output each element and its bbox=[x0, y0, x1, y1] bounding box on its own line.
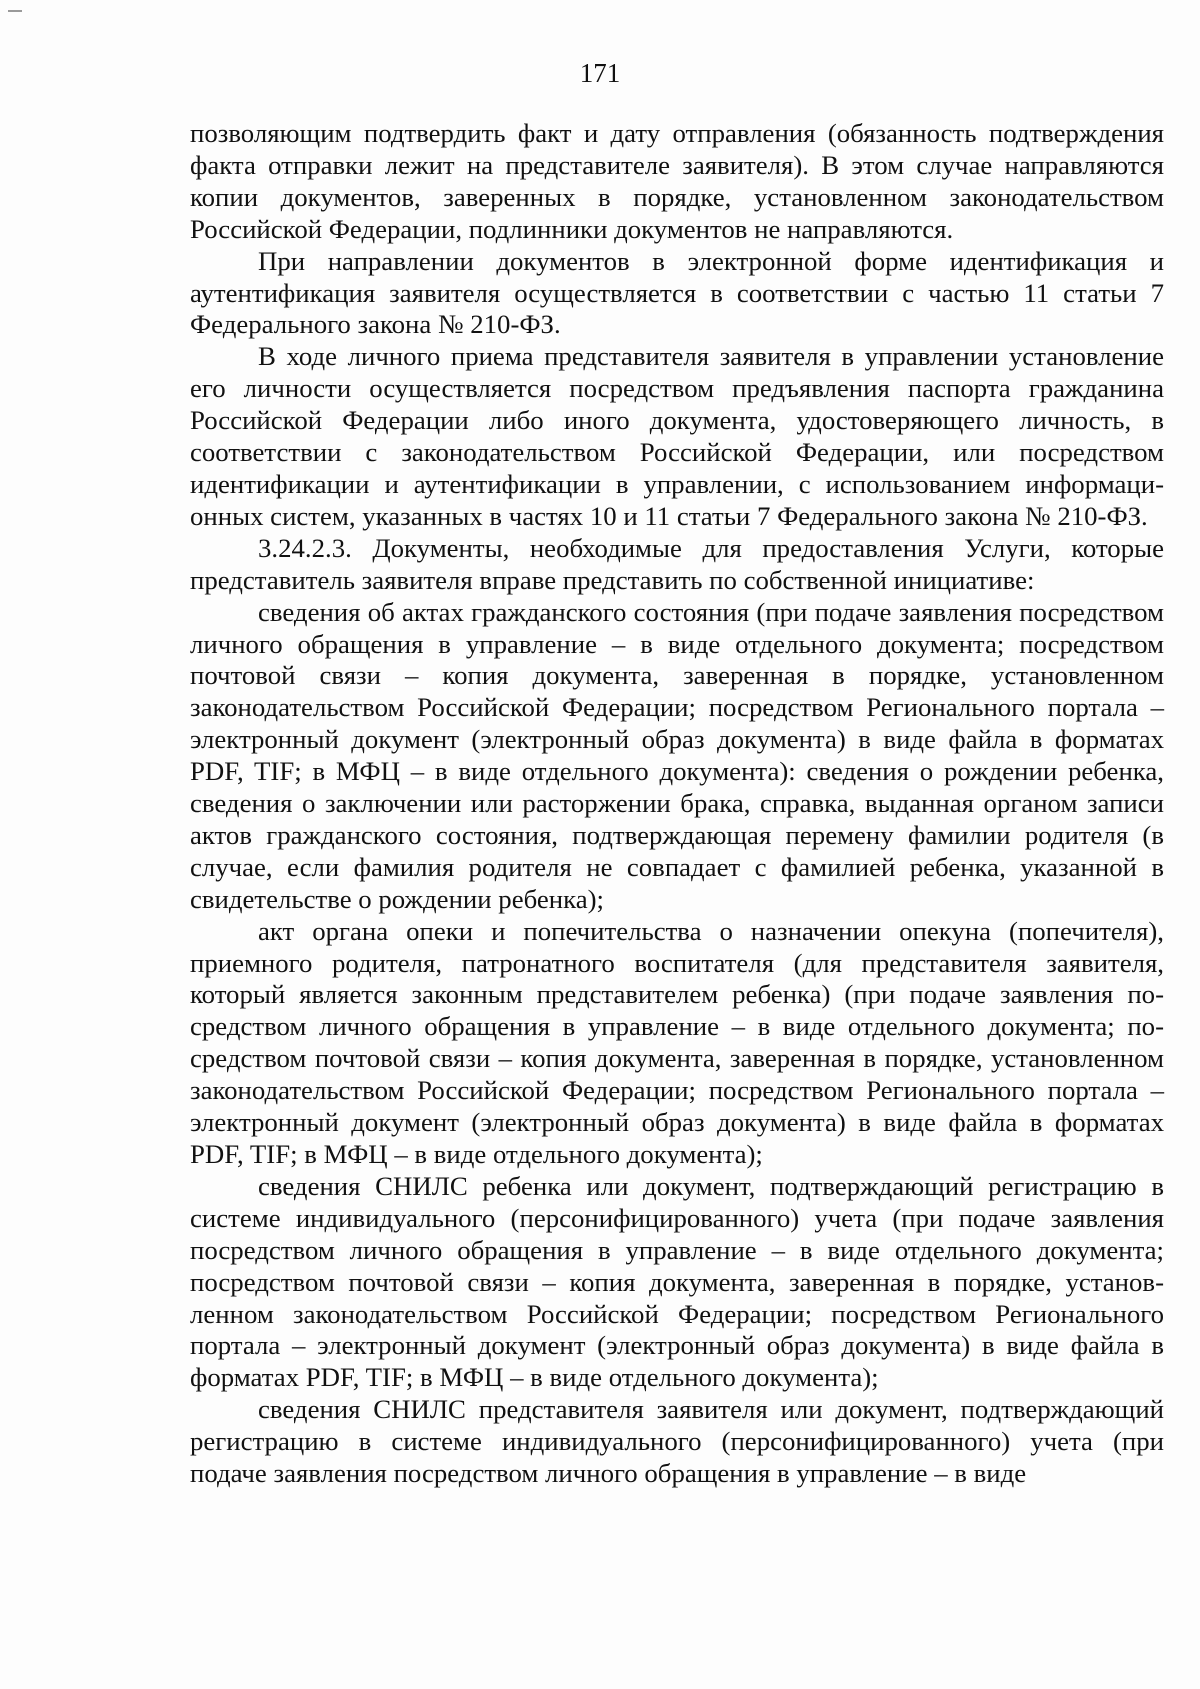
paragraph-8: сведения СНИЛС представителя заявителя или документ, подтверждающий регистрацию в системе индивидуального (персонифицированного) учета (при подаче заявления посредством личного обращения в управление – в виде bbox=[190, 1394, 1164, 1489]
paragraph-4: 3.24.2.3. Документы, необходимые для предоставления Услуги, которые представитель заявителя вправе представить по собственной инициативе: bbox=[190, 532, 1164, 595]
paragraph-1: позволяющим подтвердить факт и дату отправления (обязанность подтверждения факта отправки лежит на представителе заявителя). В этом случае направляются копии документов, заверенных в порядке, установленном законодательством Российской Федерации, подлинники документов не направляются. bbox=[190, 118, 1164, 244]
page-number: 171 bbox=[579, 58, 621, 88]
paragraph-2: При направлении документов в электронной форме идентификация и аутентификация заявителя осуществляется в соответствии с частью 11 статьи 7 Федерального закона № 210-ФЗ. bbox=[190, 245, 1164, 340]
paragraph-7: сведения СНИЛС ребенка или документ, подтверждающий регистрацию в системе индивидуального (персонифицированного) учета (при подаче заявления посредством личного обращения в управление – в виде отдельного документа; посредством почтовой связи – копия документа, заверенная в порядке, установленном законодательством Российской Федерации; посредством Регионального портала – электронный документ (электронный образ документа) в виде файла в форматах PDF, TIF; в МФЦ – в виде отдельного документа); bbox=[190, 1170, 1164, 1393]
paragraph-6: акт органа опеки и попечительства о назначении опекуна (попечителя), приемного родителя, патронатного воспитателя (для представителя заявителя, который является законным представителем ребенка) (при подаче заявления посредством личного обращения в управление – в виде отдельного документа; посредством почтовой связи – копия документа, заверенная в порядке, установленном законодательством Российской Федерации; посредством Регионального портала – электронный документ (электронный образ документа) в виде файла в форматах PDF, TIF; в МФЦ – в виде отдельного документа); bbox=[190, 915, 1164, 1169]
paragraph-3: В ходе личного приема представителя заявителя в управлении установление его личности осуществляется посредством предъявления паспорта гражданина Российской Федерации либо иного документа, удостоверяющего личность, в соответствии с законодательством Российской Федерации, или посредством идентификации и аутентификации в управлении, с использованием информационных систем, указанных в частях 10 и 11 статьи 7 Федерального закона № 210-ФЗ. bbox=[190, 341, 1164, 531]
document-body bbox=[190, 118, 1164, 1490]
paragraph-5: сведения об актах гражданского состояния (при подаче заявления посредством личного обращения в управление – в виде отдельного документа; посредством почтовой связи – копия документа, заверенная в порядке, установленном законодательством Российской Федерации; посредством Регионального портала – электронный документ (электронный образ документа) в виде файла в форматах PDF, TIF; в МФЦ – в виде отдельного документа): сведения о рождении ребенка, сведения о заключении или расторжении брака, справка, выданная органом записи актов гражданского состояния, подтверждающая перемену фамилии родителя (в случае, если фамилия родителя не совпадает с фамилией ребенка, указанной в свидетельстве о рождении ребенка); bbox=[190, 596, 1164, 914]
scan-mark bbox=[8, 10, 22, 12]
